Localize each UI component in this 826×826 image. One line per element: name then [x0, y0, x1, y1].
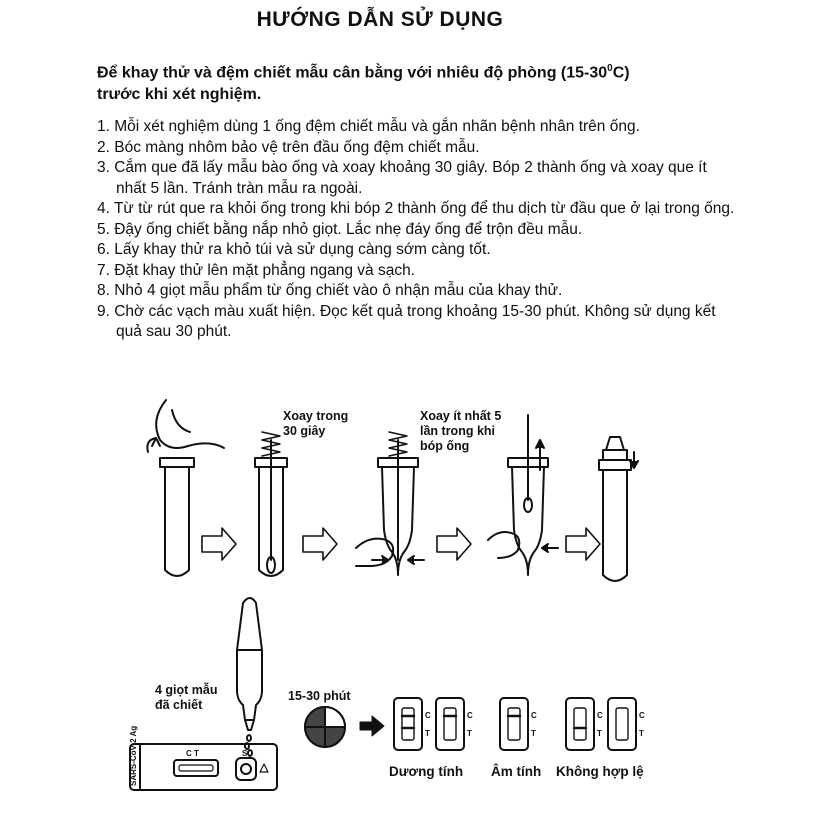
intro-line-2: trước khi xét nghiệm.: [97, 86, 262, 104]
cassette-ct-label: C T: [186, 749, 199, 758]
result-negative: [491, 698, 541, 779]
tube-squeeze-illustration: [356, 409, 501, 575]
step-5: 5. Đậy ống chiết bằng nắp nhỏ giọt. Lắc nhẹ đáy ống để trộn đều mẫu.: [97, 220, 583, 238]
step-7: 7. Đặt khay thử lên mặt phẳng ngang và sạch.: [97, 261, 415, 279]
step-3: 3. Cắm que đã lấy mẫu bào ống và xoay khoảng 30 giây. Bóp 2 thành ống và xoay que ít nhất 5 lần. Tránh tràn mẫu ra ngoài.: [97, 159, 707, 197]
step-2: 2. Bóc màng nhôm bảo vệ trên đầu ống đệm chiết mẫu.: [97, 138, 480, 156]
timer-icon: [288, 689, 351, 747]
positive-t-label: T: [425, 729, 430, 738]
tube-capped-illustration: [599, 437, 638, 581]
intro-line-1: Để khay thử và đệm chiết mẫu cân bằng với nhiêu độ phòng (15-30: [97, 64, 608, 82]
step-6: 6. Lấy khay thử ra khỏ túi và sử dụng càng sớm càng tốt.: [97, 241, 491, 258]
flow-arrow-3: [437, 528, 471, 560]
instruction-steps: [97, 117, 737, 343]
flow-arrow-4: [566, 528, 600, 560]
test-cassette: [129, 726, 277, 790]
drops-label-2: đã chiết: [155, 698, 203, 712]
positive-c-label: C: [425, 711, 431, 720]
step-4: 4. Từ từ rút que ra khỏi ống trong khi bóp 2 thành ống để thu dịch từ đầu que ở lại trong ống.: [97, 200, 735, 217]
procedure-diagram: [0, 380, 826, 826]
result-positive: [389, 698, 473, 779]
timer-label: 15-30 phút: [288, 689, 351, 703]
tube-swab-rotate-illustration: [255, 409, 348, 576]
flow-arrow-2: [303, 528, 337, 560]
intro-superscript: 0: [607, 63, 613, 74]
step-9: 9. Chờ các vạch màu xuất hiện. Đọc kết quả trong khoảng 15-30 phút. Không sử dụng kết quả sau 30 phút.: [97, 302, 716, 340]
squeeze-label-3: bóp ống: [420, 439, 470, 453]
cassette-side-label: SARS-CoV-2 Ag: [129, 725, 138, 786]
invalid-c-label: C: [597, 711, 603, 720]
negative-c-label: C: [531, 711, 537, 720]
tube-withdraw-illustration: [488, 415, 558, 575]
invalid-t-label: T: [597, 729, 602, 738]
flow-arrow-1: [202, 528, 236, 560]
step-8: 8. Nhỏ 4 giọt mẫu phẩm từ ống chiết vào ô nhận mẫu của khay thử.: [97, 282, 563, 299]
invalid-label: Không hợp lệ: [556, 764, 644, 779]
drops-label-1: 4 giọt mẫu: [155, 683, 218, 697]
positive-c-label-2: C: [467, 711, 473, 720]
squeeze-label-1: Xoay ít nhất 5: [420, 409, 502, 423]
rotate-label-2: 30 giây: [283, 424, 326, 438]
invalid-c-label-2: C: [639, 711, 645, 720]
positive-t-label-2: T: [467, 729, 472, 738]
result-invalid: [556, 698, 645, 779]
tube-peel-illustration: [147, 400, 224, 576]
intro-line-1-end: C): [612, 64, 630, 82]
negative-t-label: T: [531, 729, 536, 738]
step-1: 1. Mỗi xét nghiệm dùng 1 ống đệm chiết mẫu và gắn nhãn bệnh nhân trên ống.: [97, 118, 640, 135]
negative-label: Âm tính: [491, 764, 542, 779]
squeeze-label-2: lần trong khi: [420, 424, 495, 438]
intro-note: [97, 58, 737, 106]
rotate-label-1: Xoay trong: [283, 409, 349, 423]
positive-label: Dương tính: [389, 764, 464, 779]
invalid-t-label-2: T: [639, 729, 644, 738]
result-arrow-icon: [360, 716, 384, 736]
dropper-illustration: [155, 598, 262, 756]
page-title: HƯỚNG DẪN SỬ DỤNG: [256, 8, 504, 31]
cassette-s-label: S: [242, 749, 248, 758]
